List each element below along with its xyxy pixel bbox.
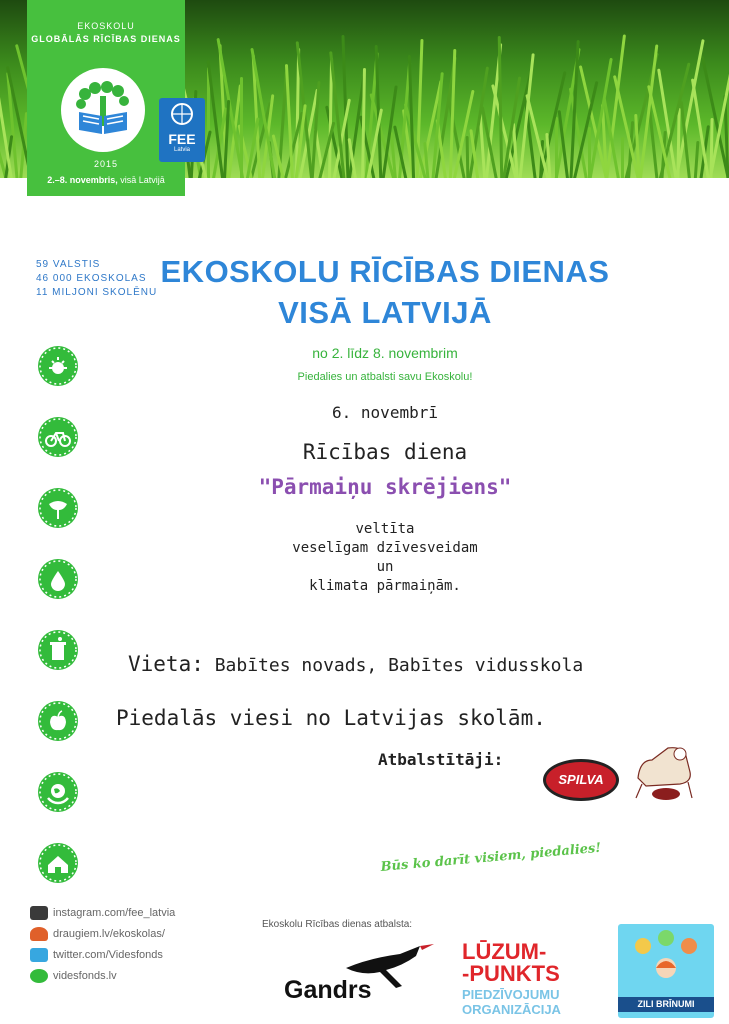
spilva-label: SPILVA — [558, 772, 604, 787]
fee-label: FEE — [168, 131, 196, 147]
badge-year: 2015 — [93, 159, 119, 169]
grass-blade — [285, 64, 294, 178]
dedication-line: veltīta — [355, 521, 415, 537]
supporters-label: Atbalstītāji: — [378, 750, 504, 769]
grass-blade — [621, 137, 624, 178]
event-guests: Piedalās viesi no Latvijas skolām. — [116, 706, 546, 730]
badge-line1: EKOSKOLU — [77, 21, 135, 31]
event-dates: no 2. līdz 8. novembrim — [312, 345, 458, 361]
grass-blade — [498, 36, 504, 178]
badge-line2: GLOBĀLĀS RĪCĪBAS DIENAS — [31, 34, 181, 44]
slogan: Būs ko darīt visiem, piedalies! — [380, 840, 602, 875]
stats-block — [36, 258, 157, 300]
gandrs-logo — [284, 940, 454, 1006]
tree-icon — [38, 488, 78, 528]
zili-brinumi-logo — [618, 924, 714, 1018]
headline-line2: VISĀ LATVIJĀ — [278, 295, 492, 330]
supported-by-label: Ekoskolu Rīcības dienas atbalsta: — [262, 919, 413, 930]
event-dedication — [150, 520, 620, 596]
sun-energy-icon — [38, 346, 78, 386]
dedication-line: veselīgam dzīvesveidam — [292, 540, 478, 556]
instagram-icon — [30, 906, 48, 920]
event-date: 6. novembrī — [332, 403, 438, 422]
headline-subtitle: Piedalies un atbalsti savu Ekoskolu! — [297, 371, 473, 383]
globe-climate-icon — [38, 772, 78, 812]
recycle-bin-icon — [38, 630, 78, 670]
luzum-line1: LŪZUM- — [462, 939, 547, 964]
fee-latvia-logo — [159, 98, 205, 162]
videsfonds-icon — [30, 969, 48, 983]
badge-dates-rest: visā Latvijā — [117, 175, 165, 185]
social-draugiem-label: draugiem.lv/ekoskolas/ — [53, 927, 165, 940]
badge-dates-strong: 2.–8. novembris, — [47, 175, 118, 185]
stat-students: 11 MILJONI SKOLĒNU — [36, 287, 158, 298]
place-value: Babītes novads, Babītes vidusskola — [214, 655, 584, 676]
grass-blade — [694, 141, 700, 178]
luzum-line4: ORGANIZĀCIJA — [462, 1002, 561, 1017]
spilva-logo — [543, 759, 619, 801]
house-environment-icon — [38, 843, 78, 883]
luzum-line3: PIEDZĪVOJUMU — [462, 987, 560, 1002]
social-draugiem[interactable] — [30, 927, 165, 941]
social-instagram[interactable] — [30, 906, 175, 920]
stat-schools: 46 000 EKOSKOLAS — [36, 273, 147, 284]
social-twitter[interactable] — [30, 948, 163, 962]
event-title: "Pārmaiņu skrējiens" — [258, 475, 512, 499]
place-label: Vieta: — [128, 652, 204, 676]
social-website[interactable] — [30, 969, 117, 983]
laci-bakery-logo — [630, 738, 696, 802]
grass-blade — [240, 77, 243, 178]
bicycle-transport-icon — [38, 417, 78, 457]
headline-line1: EKOSKOLU RĪCĪBAS DIENAS — [160, 254, 610, 289]
fee-sub: Latvia — [173, 147, 190, 153]
event-place-row — [128, 652, 583, 676]
draugiem-icon — [30, 927, 48, 941]
zili-text: ZILI BRĪNUMI — [618, 997, 714, 1012]
event-name: Rīcības diena — [302, 440, 468, 464]
eco-schools-badge — [27, 0, 196, 196]
social-website-label: videsfonds.lv — [53, 969, 117, 982]
stat-countries: 59 VALSTIS — [36, 259, 101, 270]
twitter-icon — [30, 948, 48, 962]
luzum-line2: -PUNKTS — [462, 961, 560, 986]
dedication-line: un — [376, 559, 394, 575]
water-drop-icon — [38, 559, 78, 599]
luzumpunkts-logo — [462, 941, 612, 1019]
dedication-line: klimata pārmaiņām. — [309, 578, 461, 594]
social-twitter-label: twitter.com/Videsfonds — [53, 948, 163, 961]
social-instagram-label: instagram.com/fee_latvia — [53, 906, 176, 919]
gandrs-text: Gandrs — [284, 976, 372, 1004]
apple-food-icon — [38, 701, 78, 741]
eco-schools-logo — [61, 68, 145, 152]
